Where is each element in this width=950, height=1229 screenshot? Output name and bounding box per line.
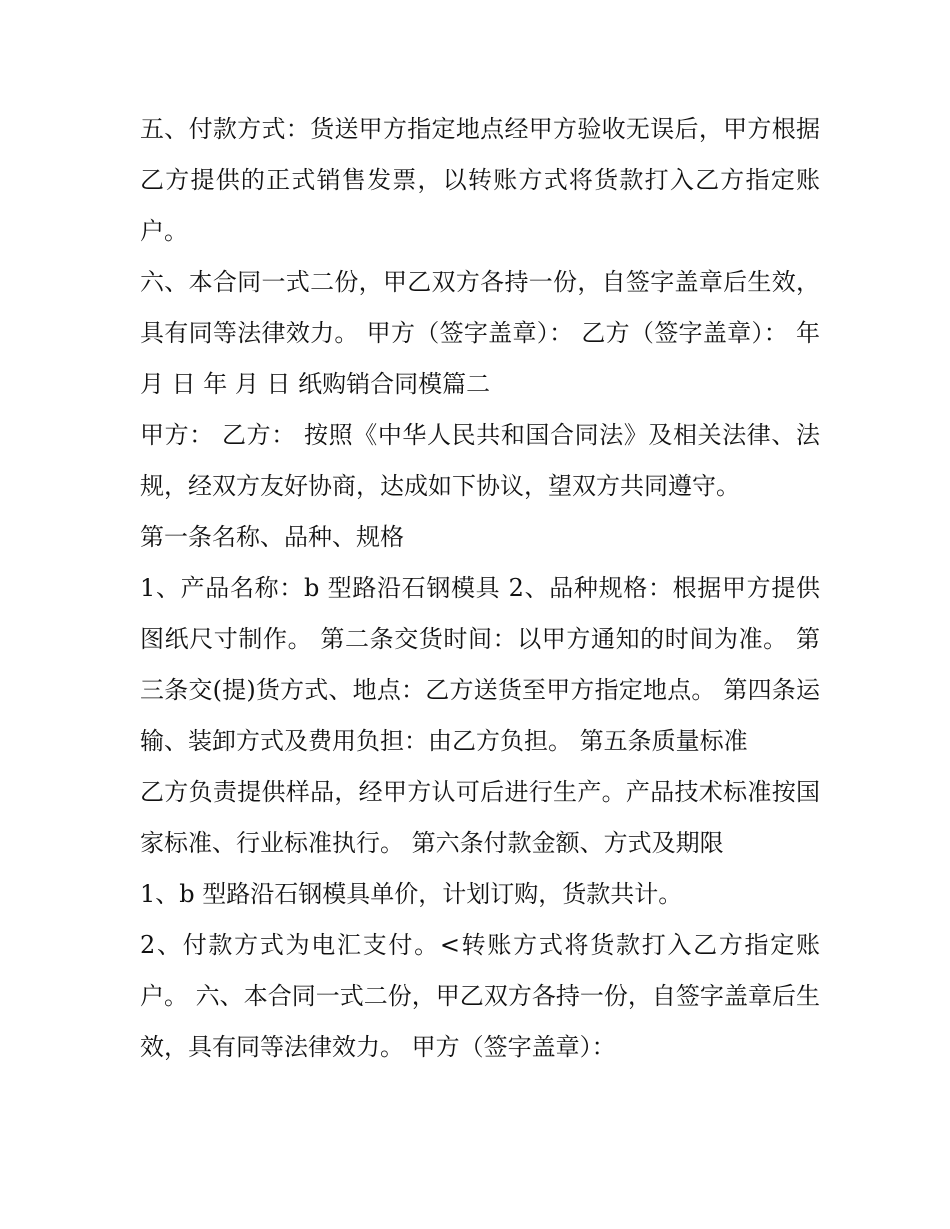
paragraph-unit-price: 1、b 型路沿石钢模具单价，计划订购，货款共计。 <box>140 880 683 908</box>
paragraph-product-terms: 1、产品名称：b 型路沿石钢模具 2、品种规格：根据甲方提供图纸尺寸制作。 第二条交货时间：以甲方通知的时间为准。 第三条交(提)货方式、地点：乙方送货至甲方指定地点。 第四条运输、装卸方式及费用负担：由乙方负担。 第五条质量标准 <box>140 574 820 755</box>
paragraph-parties: 甲方： 乙方： 按照《中华人民共和国合同法》及相关法律、法规，经双方友好协商，达成如下协议，望双方共同遵守。 <box>140 421 820 500</box>
document-page <box>140 104 820 1073</box>
paragraph-contract-copies: 六、本合同一式二份，甲乙双方各持一份，自签字盖章后生效，具有同等法律效力。 甲方（签字盖章）： 乙方（签字盖章）： 年 月 日 年 月 日 纸购销合同模篇二 <box>140 268 820 398</box>
heading-article-one: 第一条名称、品种、规格 <box>140 523 404 551</box>
paragraph-quality-standard: 乙方负责提供样品，经甲方认可后进行生产。产品技术标准按国家标准、行业标准执行。 第六条付款金额、方式及期限 <box>140 778 820 857</box>
paragraph-payment-method: 五、付款方式：货送甲方指定地点经甲方验收无误后，甲方根据乙方提供的正式销售发票，以转账方式将货款打入乙方指定账户。 <box>140 115 820 245</box>
paragraph-payment-transfer: 2、付款方式为电汇支付。<转账方式将货款打入乙方指定账户。 六、本合同一式二份，甲乙双方各持一份，自签字盖章后生效，具有同等法律效力。 甲方（签字盖章）： <box>140 931 820 1061</box>
